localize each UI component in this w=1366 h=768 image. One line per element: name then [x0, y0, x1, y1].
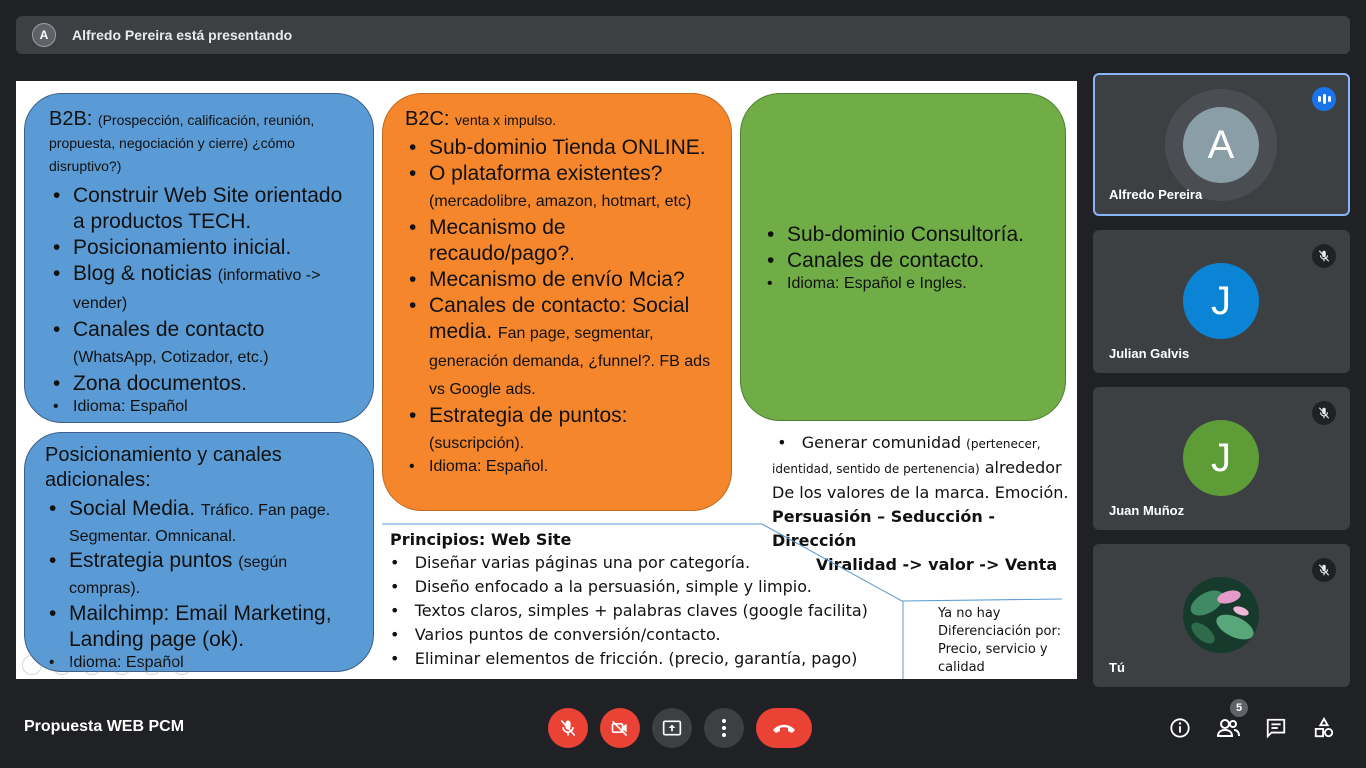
principios-block: [390, 529, 900, 671]
participant-tile[interactable]: [1093, 544, 1350, 687]
list-item: • Idioma: Español e Ingles.: [763, 274, 1051, 294]
b2b-title: B2B:: [49, 108, 93, 130]
b2c-subtitle: venta x impulso.: [455, 112, 557, 128]
present-screen-icon: [661, 718, 683, 738]
list-item: • Construir Web Site orientado a productos TECH.: [49, 183, 355, 235]
presenter-avatar: A: [32, 23, 56, 47]
b2b-subtitle: (Prospección, calificación, reunión, propuesta, negociación y cierre) ¿cómo disruptivo?): [49, 112, 315, 174]
list-item: • Estrategia puntos (según compras).: [45, 549, 355, 601]
list-item: • Varios puntos de conversión/contacto.: [390, 625, 721, 644]
more-options-button[interactable]: [704, 708, 744, 748]
speaking-icon: [1312, 87, 1336, 111]
avatar: J: [1183, 263, 1259, 339]
list-item: • Sub-dominio Consultoría.: [763, 222, 1051, 248]
list-item: • Mecanismo de recaudo/pago?.: [405, 215, 713, 267]
leave-call-button[interactable]: [756, 708, 812, 748]
camera-toggle-button[interactable]: [600, 708, 640, 748]
participant-tile[interactable]: [1093, 73, 1350, 216]
mic-toggle-button[interactable]: [548, 708, 588, 748]
chat-icon: [1265, 717, 1287, 739]
present-now-button[interactable]: [652, 708, 692, 748]
list-item: • Zona documentos.: [49, 371, 355, 397]
list-item: • Idioma: Español.: [405, 457, 713, 477]
hang-up-icon: [771, 721, 797, 735]
activities-icon: [1313, 717, 1335, 739]
list-item: • Estrategia de puntos: (suscripción).: [405, 403, 713, 457]
list-item: • Canales de contacto.: [763, 248, 1051, 274]
mic-off-icon: [1312, 558, 1336, 582]
mic-off-icon: [1312, 244, 1336, 268]
list-item: • Idioma: Español: [45, 653, 355, 673]
list-item: • O plataforma existentes? (mercadolibre, amazon, hotmart, etc): [405, 161, 713, 215]
chat-button[interactable]: [1262, 714, 1290, 742]
list-item: • Diseño enfocado a la persuasión, simple y limpio.: [390, 577, 812, 596]
b2c-title: B2C:: [405, 108, 450, 130]
participant-name: Alfredo Pereira: [1109, 187, 1203, 202]
list-item: • Social Media. Tráfico. Fan page. Segmentar. Omnicanal.: [45, 497, 355, 549]
slide-controls[interactable]: [22, 655, 192, 675]
meeting-title: Propuesta WEB PCM: [24, 718, 185, 735]
mic-off-icon: [558, 718, 578, 738]
avatar: J: [1183, 420, 1259, 496]
list-item: • Textos claros, simples + palabras claves (google facilita): [390, 601, 868, 620]
list-item: • Posicionamiento inicial.: [49, 235, 355, 261]
people-count-badge: 5: [1230, 699, 1248, 717]
camera-off-icon: [610, 718, 630, 738]
more-icon[interactable]: [172, 655, 192, 675]
participant-name: Juan Muñoz: [1109, 503, 1185, 518]
people-icon: [1216, 718, 1240, 738]
presenting-text: Alfredo Pereira está presentando: [72, 27, 293, 43]
comunidad-text: • Generar comunidad (pertenecer, identidad, sentido de pertenencia) alrededor De los valores de la marca. Emoción. Persuasión – Seducción - Dirección Viralidad -> valor -> Venta: [772, 433, 1069, 574]
principios-title: Principios: Web Site: [390, 530, 572, 549]
people-button[interactable]: [1214, 702, 1243, 742]
avatar: A: [1183, 107, 1259, 183]
list-item: • Mecanismo de envío Mcia?: [405, 267, 713, 293]
list-item: • Eliminar elementos de fricción. (precio, garantía, pago): [390, 649, 858, 668]
list-item: • Idioma: Español: [49, 397, 355, 417]
pen-icon[interactable]: [82, 655, 102, 675]
participant-tile[interactable]: [1093, 387, 1350, 530]
list-item: • Diseñar varias páginas una por categoría.: [390, 553, 751, 572]
list-item: • Blog & noticias (informativo -> vender): [49, 261, 355, 317]
list-item: • Canales de contacto: Social media. Fan page, segmentar, generación demanda, ¿funnel?. FB ads vs Google ads.: [405, 293, 713, 403]
avatar-image: [1183, 577, 1259, 653]
list-item: • Sub-dominio Tienda ONLINE.: [405, 135, 713, 161]
list-item: • Canales de contacto (WhatsApp, Cotizador, etc.): [49, 317, 355, 371]
presenting-banner: [16, 16, 1350, 54]
list-item: • Mailchimp: Email Marketing, Landing page (ok).: [45, 601, 355, 653]
presentation-slide: [16, 81, 1077, 679]
zoom-icon[interactable]: [142, 655, 162, 675]
nota-text: Ya no hay Diferenciación por: Precio, servicio y calidad: [938, 606, 1062, 675]
prev-slide-icon[interactable]: [22, 655, 42, 675]
participant-name: Tú: [1109, 660, 1125, 675]
slides-icon[interactable]: [112, 655, 132, 675]
participant-tile[interactable]: [1093, 230, 1350, 373]
activities-button[interactable]: [1310, 714, 1338, 742]
mic-off-icon: [1312, 401, 1336, 425]
info-icon: [1169, 717, 1191, 739]
next-slide-icon[interactable]: [52, 655, 72, 675]
positioning-title: Posicionamiento y canales adicionales:: [45, 444, 282, 491]
more-vert-icon: [721, 718, 727, 738]
participant-name: Julian Galvis: [1109, 346, 1190, 361]
meeting-details-button[interactable]: [1166, 714, 1194, 742]
